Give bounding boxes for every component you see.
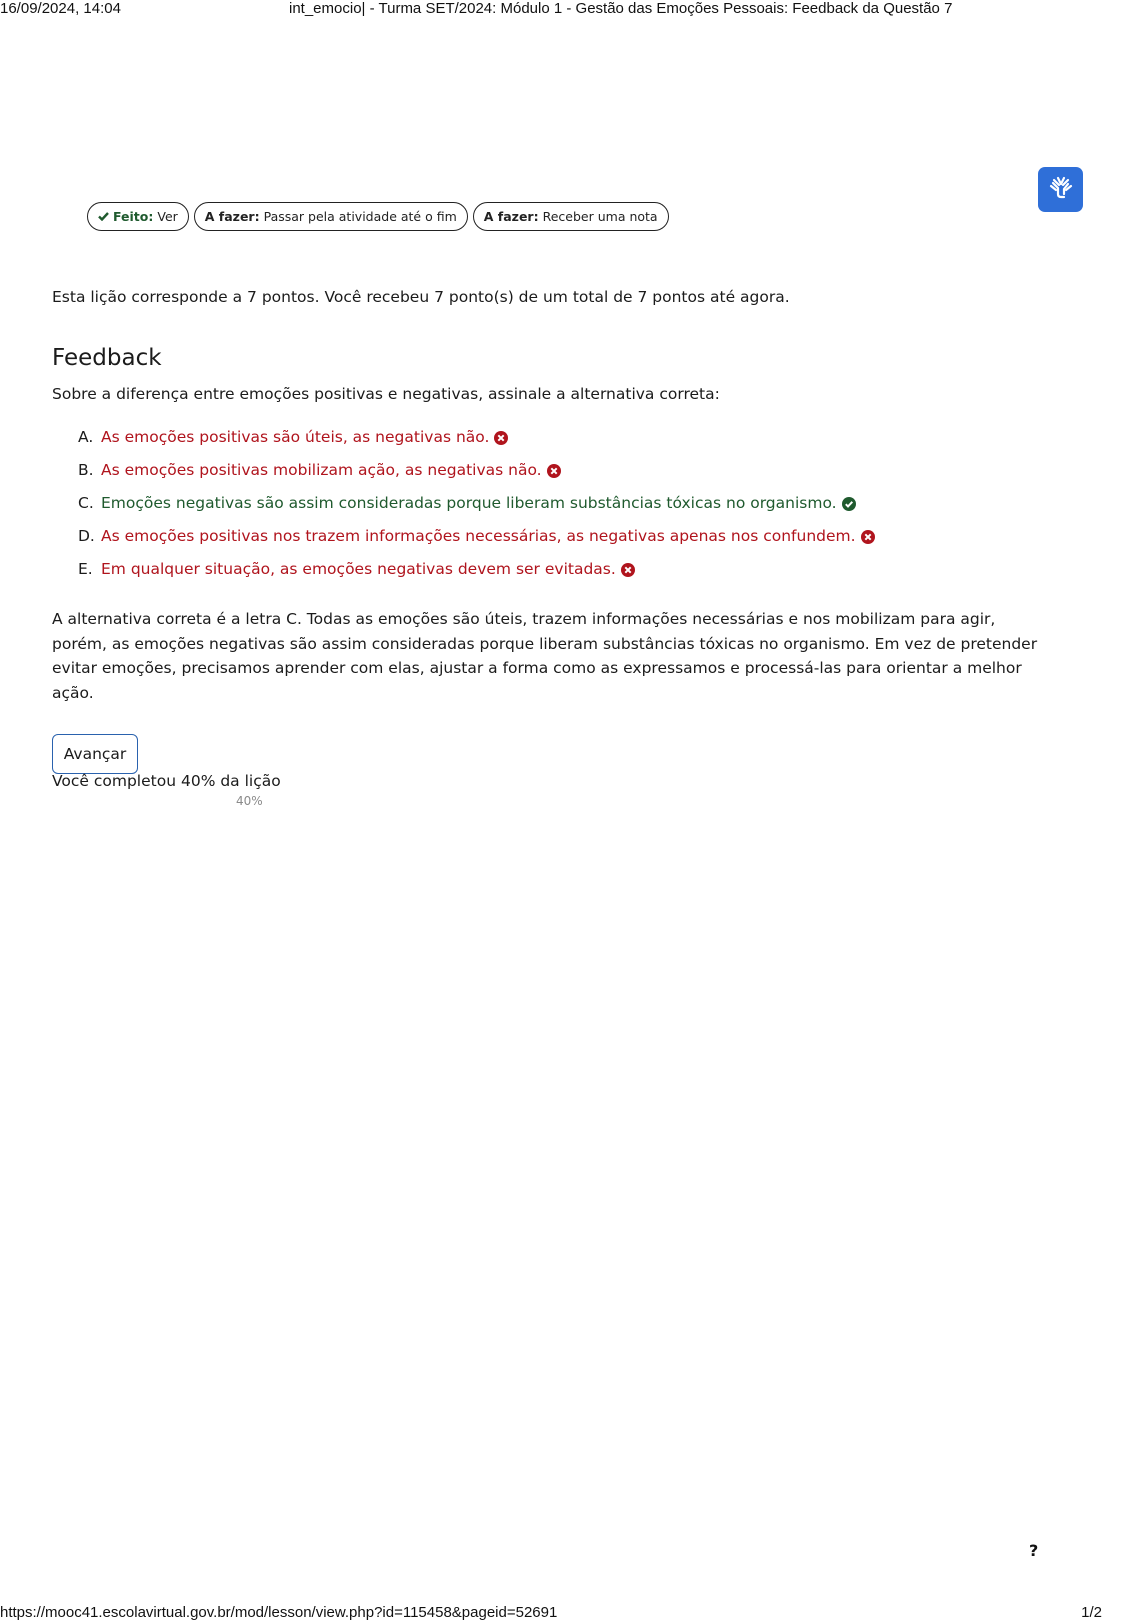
completion-status: A fazer: [483, 209, 539, 224]
print-page-number: 1/2 [1081, 1604, 1102, 1621]
completion-label: Receber uma nota [542, 209, 658, 224]
answer-text: As emoções positivas são úteis, as negativas não. [101, 428, 490, 446]
answer-text: Em qualquer situação, as emoções negativas devem ser evitadas. [101, 560, 616, 578]
answer-item [78, 527, 875, 560]
answer-letter: A. [78, 428, 94, 446]
answer-text: As emoções positivas nos trazem informações necessárias, as negativas apenas nos confundem. [101, 527, 856, 545]
vlibras-button[interactable] [1038, 167, 1083, 212]
answer-list [78, 428, 875, 593]
question-text: Sobre a diferença entre emoções positivas e negativas, assinale a alternativa correta: [52, 385, 720, 403]
answer-letter: C. [78, 494, 94, 512]
print-date: 16/09/2024, 14:04 [0, 0, 121, 17]
advance-button[interactable]: Avançar [52, 734, 138, 774]
print-url: https://mooc41.escolavirtual.gov.br/mod/lesson/view.php?id=115458&pageid=52691 [0, 1604, 558, 1621]
completion-item-grade [473, 202, 669, 231]
times-circle-icon [621, 563, 635, 577]
print-page-title: int_emocio| - Turma SET/2024: Módulo 1 - Gestão das Emoções Pessoais: Feedback da Questão 7 [289, 0, 953, 17]
answer-item [78, 494, 875, 527]
completion-status: A fazer: [204, 209, 260, 224]
completion-status: Feito: [113, 209, 154, 224]
hands-sign-language-icon [1047, 174, 1075, 206]
answer-letter: E. [78, 560, 93, 578]
completion-label: Passar pela atividade até o fim [263, 209, 457, 224]
progress-percent-label: 40% [236, 794, 263, 808]
answer-item [78, 428, 875, 461]
times-circle-icon [861, 530, 875, 544]
lesson-grade-text: Esta lição corresponde a 7 pontos. Você recebeu 7 ponto(s) de um total de 7 pontos até agora. [52, 288, 790, 306]
times-circle-icon [494, 431, 508, 445]
help-button[interactable]: ? [1029, 1541, 1039, 1560]
answer-item [78, 461, 875, 494]
completion-label: Ver [157, 209, 178, 224]
completion-item-finish [194, 202, 468, 231]
feedback-title: Feedback [52, 345, 162, 371]
feedback-explanation: A alternativa correta é a letra C. Todas as emoções são úteis, trazem informações necessárias e nos mobilizam para agir, porém, as emoções negativas são assim consideradas porque liberam substâncias tóxicas no organismo. Em vez de pretender evitar emoções, precisamos aprender com elas, ajustar a forma como as expressamos e processá-las para orientar a melhor ação. [52, 610, 1038, 702]
answer-letter: D. [78, 527, 95, 545]
answer-text: Emoções negativas são assim consideradas porque liberam substâncias tóxicas no organismo. [101, 494, 837, 512]
progress-text: Você completou 40% da lição [52, 772, 281, 790]
check-circle-icon [842, 497, 856, 511]
activity-completion [87, 202, 669, 231]
answer-item [78, 560, 875, 593]
check-icon [98, 209, 109, 224]
answer-letter: B. [78, 461, 94, 479]
completion-item-view [87, 202, 189, 231]
times-circle-icon [547, 464, 561, 478]
answer-text: As emoções positivas mobilizam ação, as negativas não. [101, 461, 542, 479]
